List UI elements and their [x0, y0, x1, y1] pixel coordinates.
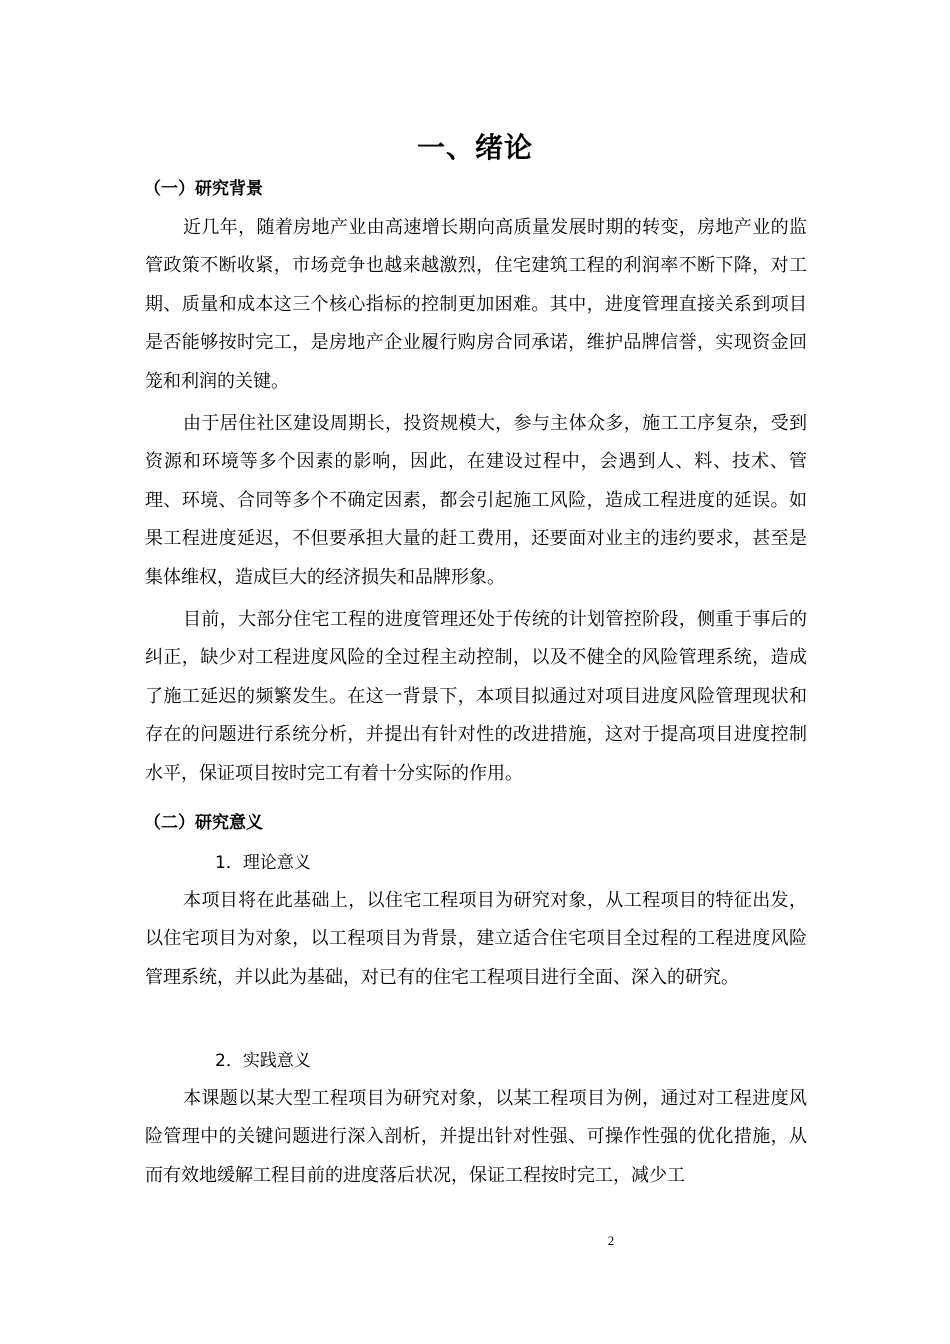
- paragraph-background-1: 近几年，随着房地产业由高速增长期向高质量发展时期的转变，房地产业的监管政策不断收紧，市场竞争也越来越激烈，住宅建筑工程的利润率不断下降，对工期、质量和成本这三个核心指标的控制更加困难。其中，进度管理直接关系到项目是否能够按时完工，是房地产企业履行购房合同承诺，维护品牌信誉，实现资金回笼和利润的关键。: [145, 217, 807, 392]
- paragraph-theoretical-significance: 本项目将在此基础上，以住宅工程项目为研究对象，从工程项目的特征出发，以住宅项目为对象，以工程项目为背景，建立适合住宅项目全过程的工程进度风险管理系统，并以此为基础，对已有的住宅工程项目进行全面、深入的研究。: [145, 890, 807, 988]
- paragraph-background-3: 目前，大部分住宅工程的进度管理还处于传统的计划管控阶段，侧重于事后的纠正，缺少对工程进度风险的全过程主动控制，以及不健全的风险管理系统，造成了施工延迟的频繁发生。在这一背景下，本项目拟通过对项目进度风险管理现状和存在的问题进行系统分析，并提出有针对性的改进措施，这对于提高项目进度控制水平，保证项目按时完工有着十分实际的作用。: [145, 609, 807, 784]
- page-number: 2: [607, 1233, 615, 1248]
- subheading-theoretical-significance: 1．理论意义: [215, 853, 311, 873]
- section-heading-background: （一）研究背景: [144, 179, 263, 199]
- paragraph-background-2: 由于居住社区建设周期长，投资规模大，参与主体众多，施工工序复杂，受到资源和环境等多个因素的影响，因此，在建设过程中，会遇到人、料、技术、管理、环境、合同等多个不确定因素，都会引起施工风险，造成工程进度的延误。如果工程进度延迟，不但要承担大量的赶工费用，还要面对业主的违约要求，甚至是集体维权，造成巨大的经济损失和品牌形象。: [145, 413, 807, 588]
- section-heading-significance: （二）研究意义: [144, 813, 263, 833]
- subheading-practical-significance: 2．实践意义: [215, 1051, 311, 1071]
- chapter-title: 一、绪论: [416, 131, 533, 164]
- paragraph-practical-significance: 本课题以某大型工程项目为研究对象，以某工程项目为例，通过对工程进度风险管理中的关键问题进行深入剖析，并提出针对性强、可操作性强的优化措施，从而有效地缓解工程目前的进度落后状况，保证工程按时完工，减少工: [145, 1088, 807, 1186]
